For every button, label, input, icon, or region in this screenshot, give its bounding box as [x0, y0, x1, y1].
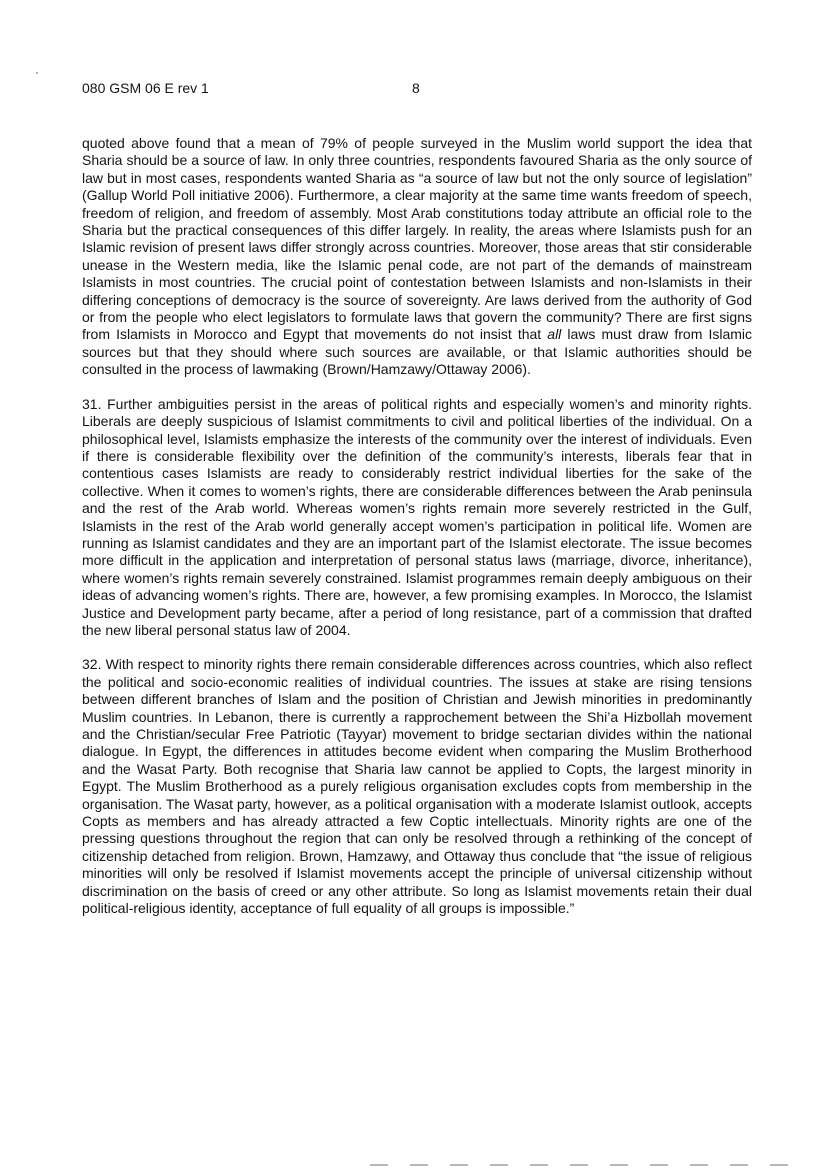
paragraph-text-part: quoted above found that a mean of 79% of people surveyed in the Muslim world support the idea that Sharia should be a source of law. In only three countries, respondents favoured Sharia as the only source of law but in most cases, respondents wanted Sharia as “a source of law but not the only source of legislation” (Gallup World Poll initiative 2006). Furthermore, a clear majority at the same time wants freedom of speech, freedom of religion, and freedom of assembly. Most Arab constitutions today attribute an official role to the Sharia but the practical consequences of this differ largely. In reality, the areas where Islamists push for an Islamic revision of present laws differ strongly across countries. Moreover, those areas that stir considerable unease in the Western media, like the Islamic penal code, are not part of the demands of mainstream Islamists in most countries. The crucial point of contestation between Islamists and non-Islamists in their differing conceptions of democracy is the source of sovereignty. Are laws derived from the authority of God or from the people who elect legislators to formulate laws that govern the community? There are first signs from Islamists in Morocco and Egypt that movements do not insist that: [82, 135, 752, 343]
paragraph-text-part: laws must draw from Islamic sources but that they should where such sources are available, or that Islamic authorities should be consulted in the process of lawmaking (Brown/Hamzawy/Ottaway 2006).: [82, 326, 752, 378]
emphasis-text: all: [547, 326, 562, 343]
scan-speck: [36, 72, 38, 74]
document-id: 080 GSM 06 E rev 1: [82, 80, 209, 96]
paragraph-continuation: [82, 135, 752, 379]
scan-edge-mark: [370, 1164, 810, 1166]
paragraph-32: 32. With respect to minority rights there remain considerable differences across countries, which also reflect the political and socio-economic realities of individual countries. The issues at stake are rising tensions between different branches of Islam and the position of Christian and Jewish minorities in predominantly Muslim countries. In Lebanon, there is currently a rapprochement between the Shi’a Hizbollah movement and the Christian/secular Free Patriotic (Tayyar) movement to bridge sectarian divides within the national dialogue. In Egypt, the differences in attitudes become evident when comparing the Muslim Brotherhood and the Wasat Party. Both recognise that Sharia law cannot be applied to Copts, the largest minority in Egypt. The Muslim Brotherhood as a purely religious organisation excludes copts from membership in the organisation. The Wasat party, however, as a political organisation with a moderate Islamist outlook, accepts Copts as members and has already attracted a few Coptic intellectuals. Minority rights are one of the pressing questions throughout the region that can only be resolved through a rethinking of the concept of citizenship detached from religion. Brown, Hamzawy, and Ottaway thus conclude that “the issue of religious minorities will only be resolved if Islamist movements accept the principle of universal citizenship without discrimination on the basis of creed or any other attribute. So long as Islamist movements retain their dual political-religious identity, acceptance of full equality of all groups is impossible.”: [82, 656, 752, 917]
paragraph-31: 31. Further ambiguities persist in the areas of political rights and especially women’s and minority rights. Liberals are deeply suspicious of Islamist commitments to civil and political liberties of the individual. On a philosophical level, Islamists emphasize the interests of the community over the interest of individuals. Even if there is considerable flexibility over the definition of the community’s interests, liberals fear that in contentious cases Islamists are ready to considerably restrict individual liberties for the sake of the collective. When it comes to women’s rights, there are considerable differences between the Arab peninsula and the rest of the Arab world. Whereas women’s rights remain more severely restricted in the Gulf, Islamists in the rest of the Arab world generally accept women’s participation in political life. Women are running as Islamist candidates and they are an important part of the Islamist electorate. The issue becomes more difficult in the application and interpretation of personal status laws (marriage, divorce, inheritance), where women’s rights remain severely constrained. Islamist programmes remain deeply ambiguous on their ideas of advancing women’s rights. There are, however, a few promising examples. In Morocco, the Islamist Justice and Development party became, after a period of long resistance, part of a commission that drafted the new liberal personal status law of 2004.: [82, 395, 752, 638]
body-text: [82, 135, 752, 934]
page-number: 8: [412, 80, 420, 96]
page-header: [82, 80, 752, 100]
